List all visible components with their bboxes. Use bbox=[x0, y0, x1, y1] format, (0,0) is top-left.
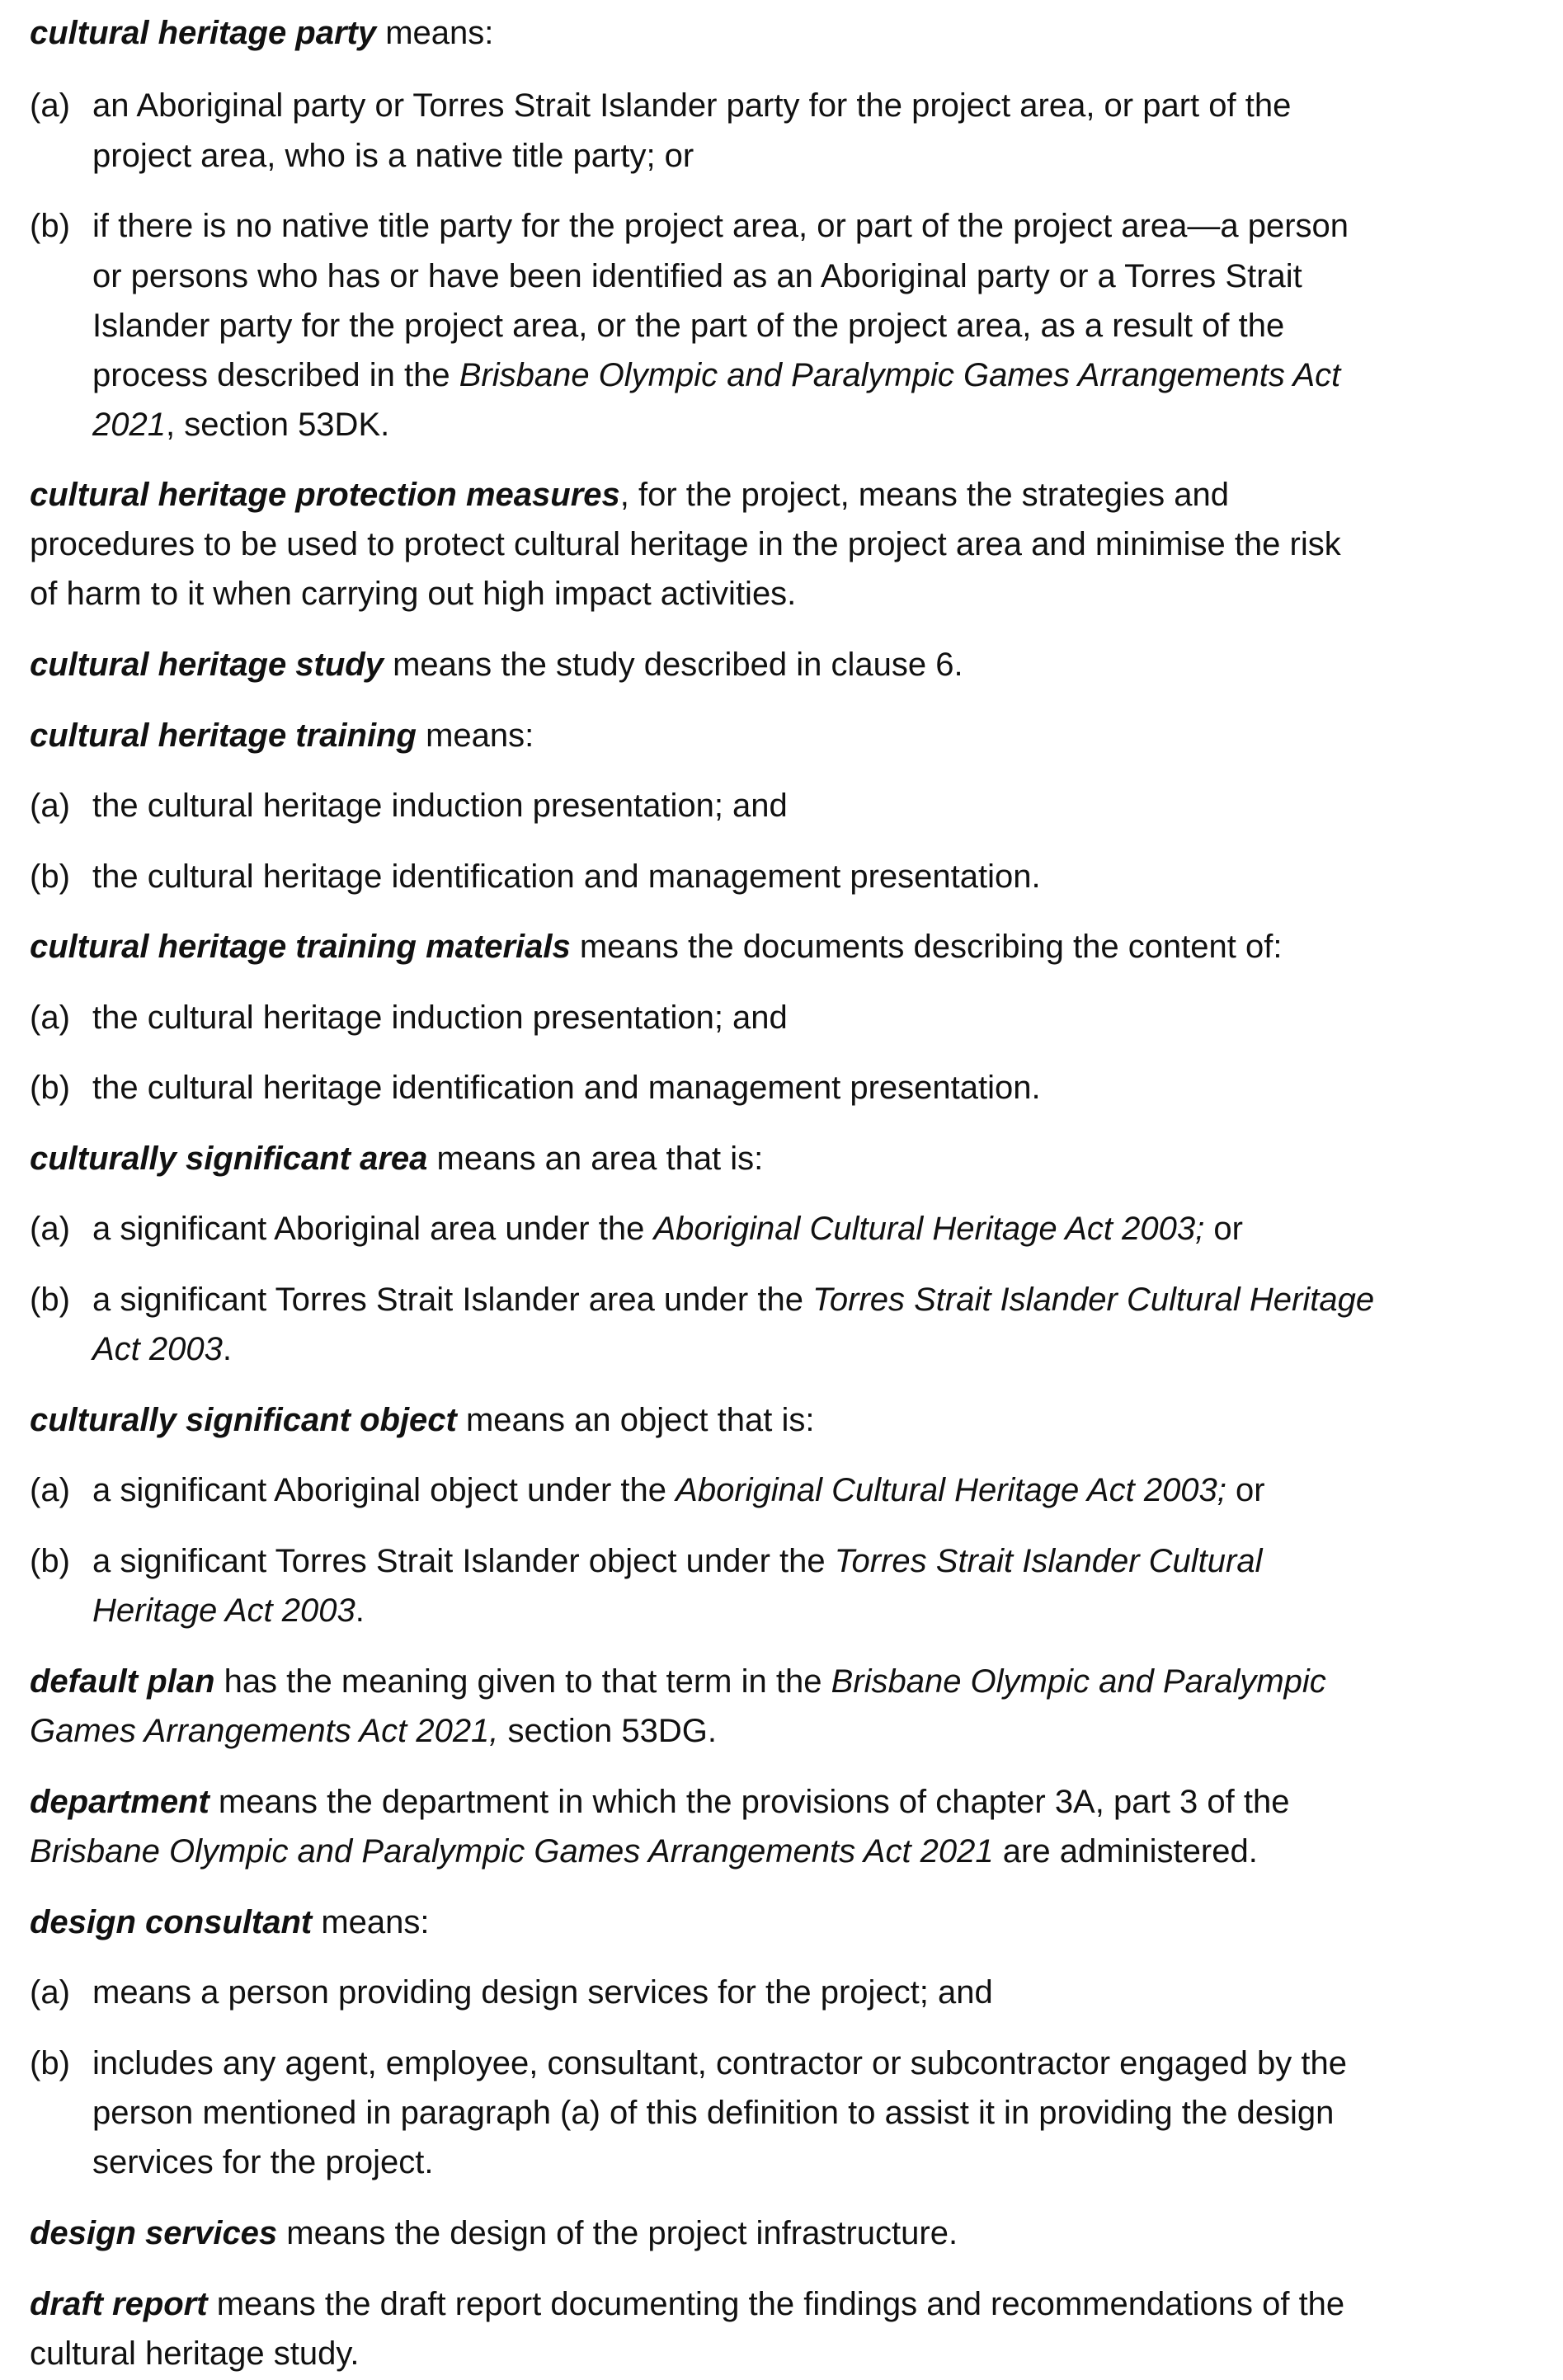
defined-term: design services bbox=[30, 2215, 278, 2251]
act-citation: Aboriginal Cultural Heritage Act 2003; bbox=[676, 1472, 1226, 1508]
item-label: (a) bbox=[30, 1211, 70, 1247]
list-item bbox=[30, 993, 788, 1042]
item-text: or bbox=[1204, 1211, 1243, 1247]
item-label: (b) bbox=[30, 1282, 70, 1318]
definition-text: means the design of the project infrastructure. bbox=[277, 2215, 958, 2251]
definition-heading bbox=[30, 1898, 430, 1947]
list-item bbox=[30, 1063, 1041, 1112]
list-item bbox=[30, 1465, 1265, 1515]
list-item-continuation bbox=[92, 1586, 365, 1635]
defined-term: cultural heritage training materials bbox=[30, 929, 571, 965]
list-item bbox=[30, 1204, 1243, 1253]
item-label: (b) bbox=[30, 208, 70, 244]
item-text: the cultural heritage identification and management presentation. bbox=[92, 1070, 1041, 1106]
list-item bbox=[30, 852, 1041, 901]
list-item bbox=[30, 201, 1349, 251]
defined-term: draft report bbox=[30, 2286, 208, 2322]
definition-text: means the documents describing the content of: bbox=[570, 929, 1283, 965]
act-citation: Aboriginal Cultural Heritage Act 2003; bbox=[653, 1211, 1205, 1247]
definition-text: section 53DG. bbox=[498, 1713, 717, 1749]
list-item-continuation: services for the project. bbox=[92, 2144, 434, 2180]
definition-continuation bbox=[30, 1706, 717, 1756]
definition-text: means the study described in clause 6. bbox=[383, 647, 963, 683]
act-citation: 2021 bbox=[92, 407, 166, 443]
act-citation: Brisbane Olympic and Paralympic Games Arrangements Act bbox=[459, 357, 1341, 393]
item-text: a significant Aboriginal area under the bbox=[92, 1211, 654, 1247]
defined-term: design consultant bbox=[30, 1904, 313, 1940]
list-item-continuation bbox=[92, 350, 1340, 400]
act-citation: Brisbane Olympic and Paralympic Games Arrangements Act 2021 bbox=[30, 1833, 994, 1870]
act-citation: Games Arrangements Act 2021, bbox=[30, 1713, 499, 1749]
item-text: . bbox=[222, 1331, 233, 1367]
item-text: includes any agent, employee, consultant, contractor or subcontractor engaged by the bbox=[92, 2045, 1347, 2081]
definition-text: means the draft report documenting the findings and recommendations of the bbox=[207, 2286, 1345, 2322]
item-text: the cultural heritage induction presentation; and bbox=[92, 788, 788, 824]
defined-term: culturally significant object bbox=[30, 1402, 457, 1438]
item-text: a significant Aboriginal object under the bbox=[92, 1472, 676, 1508]
item-label: (b) bbox=[30, 858, 70, 895]
list-item-continuation bbox=[92, 400, 389, 449]
definition-heading bbox=[30, 1777, 1289, 1827]
definition-heading bbox=[30, 1395, 814, 1445]
definition-continuation: procedures to be used to protect cultural heritage in the project area and minimise the risk bbox=[30, 526, 1341, 562]
item-label: (a) bbox=[30, 788, 70, 824]
definition-heading bbox=[30, 1134, 763, 1183]
item-label: (a) bbox=[30, 87, 70, 124]
definition-text: means the department in which the provisions of chapter 3A, part 3 of the bbox=[209, 1784, 1290, 1820]
item-text: an Aboriginal party or Torres Strait Islander party for the project area, or part of the bbox=[92, 87, 1292, 124]
defined-term: cultural heritage training bbox=[30, 717, 417, 754]
item-text: process described in the bbox=[92, 357, 459, 393]
item-label: (a) bbox=[30, 1974, 70, 2011]
list-item-continuation: or persons who has or have been identified as an Aboriginal party or a Torres Strait bbox=[92, 258, 1302, 294]
definition-text: , for the project, means the strategies and bbox=[619, 477, 1229, 513]
list-item bbox=[30, 781, 788, 830]
definition-heading bbox=[30, 1657, 1326, 1706]
defined-term: culturally significant area bbox=[30, 1141, 428, 1177]
definition-heading bbox=[30, 470, 1229, 520]
definition-heading bbox=[30, 8, 493, 58]
definition-text: are administered. bbox=[993, 1833, 1258, 1870]
item-label: (a) bbox=[30, 1472, 70, 1508]
list-item bbox=[30, 1536, 1262, 1586]
item-label: (a) bbox=[30, 1000, 70, 1036]
item-text: or bbox=[1226, 1472, 1265, 1508]
definition-heading bbox=[30, 2208, 958, 2258]
item-text: , section 53DK. bbox=[165, 407, 390, 443]
definition-continuation: of harm to it when carrying out high impact activities. bbox=[30, 576, 797, 612]
definition-continuation: cultural heritage study. bbox=[30, 2335, 360, 2372]
definition-heading bbox=[30, 2279, 1344, 2329]
definition-text: means: bbox=[376, 15, 494, 51]
act-citation: Torres Strait Islander Cultural Heritage bbox=[812, 1282, 1375, 1318]
definition-text: means: bbox=[416, 717, 534, 754]
definition-text: means an object that is: bbox=[456, 1402, 815, 1438]
item-text: . bbox=[355, 1592, 365, 1629]
item-text: the cultural heritage identification and management presentation. bbox=[92, 858, 1041, 895]
act-citation: Torres Strait Islander Cultural bbox=[834, 1543, 1263, 1579]
list-item-continuation: project area, who is a native title party; or bbox=[92, 138, 694, 174]
defined-term: cultural heritage protection measures bbox=[30, 477, 620, 513]
defined-term: cultural heritage study bbox=[30, 647, 384, 683]
item-label: (b) bbox=[30, 1070, 70, 1106]
definition-text: means an area that is: bbox=[427, 1141, 764, 1177]
list-item bbox=[30, 1275, 1374, 1324]
list-item bbox=[30, 1968, 993, 2017]
list-item-continuation bbox=[92, 1324, 232, 1374]
definition-continuation bbox=[30, 1827, 1258, 1876]
defined-term: department bbox=[30, 1784, 209, 1820]
definition-heading bbox=[30, 922, 1282, 971]
act-citation: Heritage Act 2003 bbox=[92, 1592, 355, 1629]
defined-term: cultural heritage party bbox=[30, 15, 377, 51]
definition-heading bbox=[30, 711, 534, 760]
item-text: the cultural heritage induction presentation; and bbox=[92, 1000, 788, 1036]
list-item bbox=[30, 81, 1291, 130]
list-item bbox=[30, 2039, 1347, 2088]
defined-term: default plan bbox=[30, 1663, 215, 1700]
item-text: a significant Torres Strait Islander area under the bbox=[92, 1282, 813, 1318]
list-item-continuation: Islander party for the project area, or the part of the project area, as a result of the bbox=[92, 308, 1285, 344]
definition-text: means: bbox=[312, 1904, 430, 1940]
item-text: means a person providing design services for the project; and bbox=[92, 1974, 993, 2011]
act-citation: Brisbane Olympic and Paralympic bbox=[831, 1663, 1326, 1700]
item-text: if there is no native title party for the project area, or part of the project area—a person bbox=[92, 208, 1349, 244]
act-citation: Act 2003 bbox=[92, 1331, 223, 1367]
definition-heading bbox=[30, 640, 963, 689]
definition-text: has the meaning given to that term in the bbox=[214, 1663, 831, 1700]
item-text: a significant Torres Strait Islander object under the bbox=[92, 1543, 835, 1579]
item-label: (b) bbox=[30, 2045, 70, 2081]
item-label: (b) bbox=[30, 1543, 70, 1579]
list-item-continuation: person mentioned in paragraph (a) of this definition to assist it in providing the design bbox=[92, 2095, 1335, 2131]
